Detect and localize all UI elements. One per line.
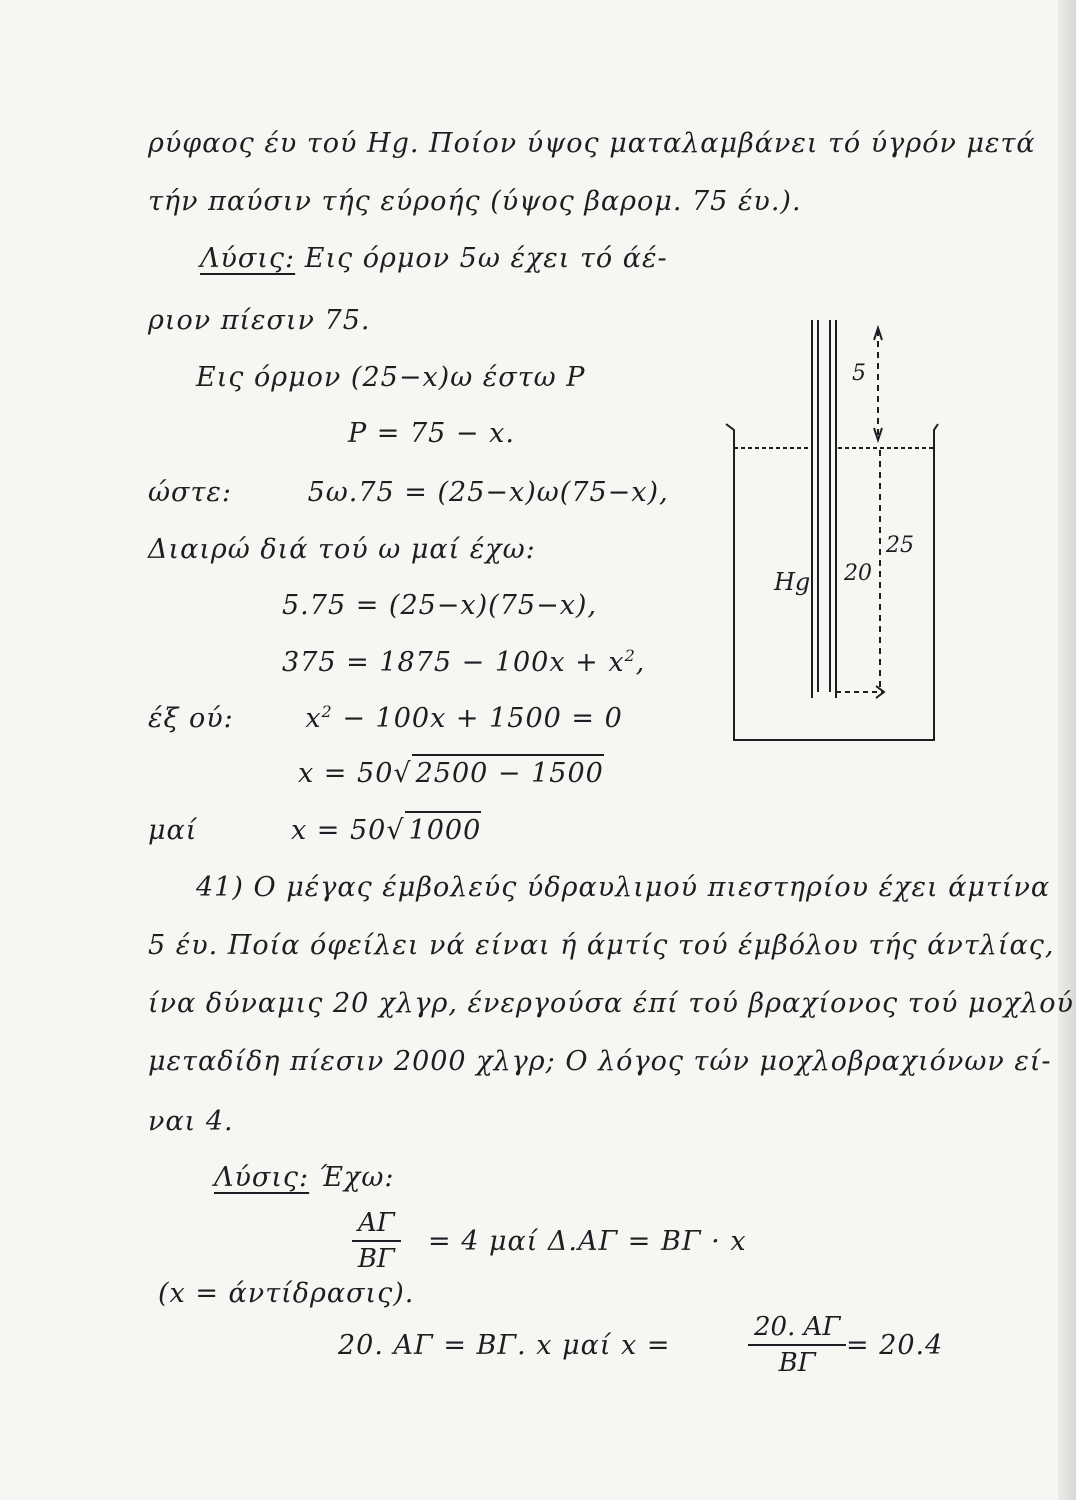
equation-5: x = 50√ 2500 − 1500 <box>298 758 604 789</box>
equation-4-exponent: 2 <box>321 702 333 721</box>
equation-3 <box>282 646 645 678</box>
radicand-1: 2500 − 1500 <box>412 754 604 789</box>
fraction-2 <box>748 1312 846 1378</box>
text-line-4: ριον πίεσιν 75. <box>148 305 371 336</box>
hence-label: ώστε: <box>148 477 232 508</box>
whence-label: έξ ού: <box>148 703 234 734</box>
fraction-1-denominator: ΒΓ <box>357 1244 395 1274</box>
text-line-19-rest: Έχω: <box>318 1162 395 1193</box>
equation-8-result: = 20.4 <box>846 1330 944 1361</box>
text-line-8: Διαιρώ διά τού ω μαί έχω: <box>148 534 536 565</box>
problem-41-line-2: 5 έυ. Ποία όφείλει νά είναι ή άμτίς τού έμβόλου τής άντλίας, <box>148 930 1055 961</box>
equation-p: P = 75 − x. <box>348 418 515 449</box>
and-label: μαί <box>148 815 198 846</box>
text-line-5: Εις όρμον (25−x)ω έστω P <box>196 362 586 393</box>
equation-4-rest: − 100x + 1500 = 0 <box>342 703 623 734</box>
text-line-19 <box>214 1162 395 1193</box>
equation-8: 20. ΑΓ = ΒΓ. x μαί x = <box>338 1330 671 1361</box>
equation-4-var: x <box>305 703 322 734</box>
fraction-1-numerator: ΑΓ <box>352 1208 401 1242</box>
text-line-11 <box>148 702 623 734</box>
text-line-3-rest: Εις όρμον 5ω έχει τό άέ- <box>304 243 668 274</box>
fraction-2-numerator: 20. ΑΓ <box>748 1312 846 1346</box>
text-line-7 <box>148 477 669 508</box>
equation-2: 5.75 = (25−x)(75−x), <box>282 590 598 621</box>
problem-41-line-3: ίνα δύναμις 20 χλγρ, ένεργούσα έπί τού βραχίονος τού μοχλού <box>148 988 1074 1019</box>
problem-41-line-1: 41) Ο μέγας έμβολεύς ύδραυλιμού πιεστηρίου έχει άμτίνα <box>196 872 1051 903</box>
text-line-21: (x = άντίδρασις). <box>158 1278 415 1309</box>
equation-4 <box>305 703 622 734</box>
equation-3-main: 375 = 1875 − 100x + x <box>282 647 625 678</box>
fraction-2-denominator: ΒΓ <box>778 1348 816 1378</box>
label-20: 20 <box>844 561 872 586</box>
solution-label: Λύσις: <box>200 243 296 274</box>
text-line-2: τήν παύσιν τής εύροής (ύψος βαρομ. 75 έυ.). <box>148 186 802 217</box>
label-5: 5 <box>852 361 866 386</box>
text-line-3 <box>200 243 668 274</box>
solution-label-2: Λύσις: <box>214 1162 310 1193</box>
equation-5-lhs: x = 50 <box>298 758 394 789</box>
tube-diagram <box>712 300 952 760</box>
arrow-bottom <box>876 686 884 698</box>
label-25: 25 <box>886 533 914 558</box>
equation-6: x = 50√ 1000 <box>291 815 481 846</box>
equation-3-exponent: 2 <box>624 646 636 665</box>
equation-7: = 4 μαί Δ.ΑΓ = ΒΓ · x <box>428 1226 747 1257</box>
problem-41-line-4: μεταδίδη πίεσιν 2000 χλγρ; Ο λόγος τών μοχλοβραχιόνων εί- <box>148 1046 1052 1077</box>
equation-3-end: , <box>635 647 646 678</box>
equation-1: 5ω.75 = (25−x)ω(75−x), <box>307 477 669 508</box>
problem-41-line-5: ναι 4. <box>148 1106 234 1137</box>
fraction-1 <box>352 1208 401 1274</box>
label-hg: Hg <box>774 568 811 596</box>
page-edge-shadow <box>1058 0 1076 1500</box>
equation-6-lhs: x = 50 <box>290 815 387 846</box>
radicand-2: 1000 <box>405 811 482 846</box>
text-line-13 <box>148 815 481 846</box>
vessel-outline <box>726 424 938 740</box>
text-line-1: ρύφαος έυ τού Hg. Ποίον ύψος ματαλαμβάνει τό ύγρόν μετά <box>148 128 1036 159</box>
